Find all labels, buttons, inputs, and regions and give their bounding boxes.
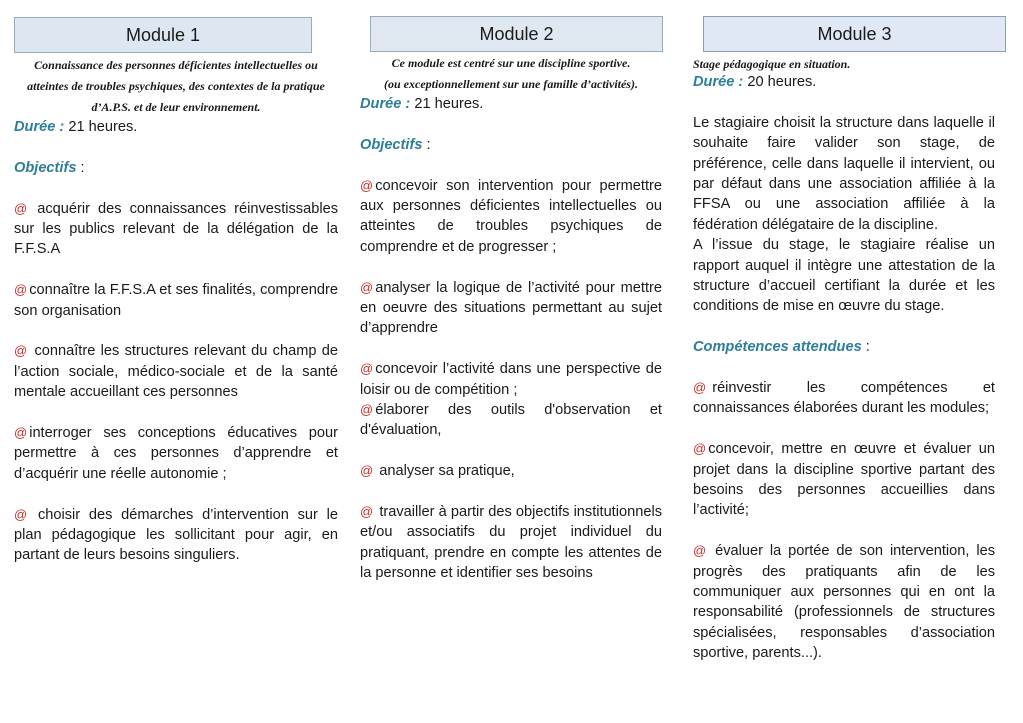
module1-column [14, 0, 338, 566]
bullet-icon: @ [360, 463, 374, 479]
list-item [693, 378, 995, 419]
module2-intro [360, 53, 662, 95]
list-item-text: concevoir son intervention pour permettre aux personnes déficientes intellectuelles ou atteintes de troubles psychiques de comprendre et de progresser ; [360, 177, 662, 255]
duree-label: Durée : [360, 96, 411, 112]
list-item [14, 280, 338, 321]
bullet-icon: @ [360, 279, 374, 295]
bullet-icon: @ [14, 343, 28, 359]
duree-value: 21 heures. [64, 119, 138, 135]
list-item [360, 461, 662, 481]
list-item-text: acquérir des connaissances réinvestissables sur les publics relevant de la délégation de la F.F.S.A [14, 200, 338, 258]
list-item [360, 176, 662, 258]
list-item [360, 359, 662, 400]
module2-intro-line2: (ou exceptionnellement sur une famille d’activités). [384, 77, 638, 91]
duree-label: Durée : [693, 74, 744, 90]
module1-title: Module 1 [14, 17, 312, 53]
objectifs-label: Objectifs [360, 136, 423, 153]
module2-column [360, 0, 662, 584]
list-item-text: analyser la logique de l’activité pour mettre en oeuvre des situations permettant au sujet d’apprendre [360, 279, 662, 337]
module2-title: Module 2 [370, 16, 663, 52]
bullet-icon: @ [360, 504, 374, 520]
bullet-icon: @ [14, 506, 28, 522]
bullet-icon: @ [360, 361, 374, 377]
list-item-text: concevoir l’activité dans une perspective de loisir ou de compétition ; [360, 361, 662, 398]
objectifs-label: Objectifs [14, 159, 77, 176]
bullet-icon: @ [14, 200, 28, 216]
bullet-icon: @ [360, 177, 374, 193]
list-item [693, 439, 995, 521]
list-item-text: évaluer la portée de son intervention, les progrès des pratiquants afin de les communiquer aux personnes qui en ont la responsabilité (professionnels de structures spécialisées, responsables d’association sportive, parents...). [693, 543, 995, 662]
list-item [14, 341, 338, 402]
module3-title: Module 3 [703, 16, 1006, 52]
duree-value: 21 heures. [410, 96, 484, 112]
bullet-icon: @ [360, 402, 374, 418]
competences-colon: : [861, 339, 870, 356]
list-item-text: connaître la F.F.S.A et ses finalités, comprendre son organisation [14, 282, 338, 319]
list-item-text: concevoir, mettre en œuvre et évaluer un projet dans la discipline sportive partant des besoins des personnes accueillies dans l’activité; [693, 441, 995, 519]
list-item-text: interroger ses conceptions éducatives pour permettre à ces personnes d’apprendre et d’acquérir une réelle autonomie ; [14, 425, 338, 482]
bullet-icon: @ [693, 441, 707, 457]
module3-body [693, 72, 995, 664]
module3-paragraph: Le stagiaire choisit la structure dans laquelle il souhaite faire valider son stage, de préférence, celle dans laquelle il intervient, ou par défaut dans une association affiliée à la FFSA ou une association affiliée à la fédération délégataire de la discipline. [693, 114, 995, 233]
list-item [360, 502, 662, 584]
list-item-text: élaborer des outils d'observation et d'évaluation, [360, 402, 662, 439]
module3-paragraph: A l’issue du stage, le stagiaire réalise un rapport auquel il intègre une attestation de la structure d’accueil certifiant la durée et les conditions de mise en œuvre du stage. [693, 237, 995, 315]
objectifs-colon: : [422, 136, 431, 153]
bullet-icon: @ [693, 380, 707, 396]
duree-value: 20 heures. [743, 74, 817, 90]
list-item-text: choisir des démarches d’intervention sur le plan pédagogique les sollicitant pour agir, en partant de leurs besoins singuliers. [14, 506, 338, 564]
module2-body [360, 94, 662, 584]
module1-body [14, 117, 338, 566]
module1-intro: Connaissance des personnes déficientes intellectuelles ou atteintes de troubles psychiques, des contextes de la pratique d’A.P.S. et de leur environnement. [27, 58, 325, 114]
list-item [14, 199, 338, 260]
module2-intro-line1: Ce module est centré sur une discipline sportive. [391, 56, 631, 70]
list-item-text: connaître les structures relevant du champ de l’action sociale, médico-sociale et de la santé mentale accueillant ces personnes [14, 343, 338, 401]
bullet-icon: @ [14, 425, 28, 441]
list-item-text: analyser sa pratique, [375, 463, 515, 480]
list-item [14, 505, 338, 566]
objectifs-colon: : [76, 159, 85, 176]
list-item [14, 423, 338, 484]
module3-intro: Stage pédagogique en situation. [693, 57, 851, 71]
list-item-text: réinvestir les compétences et connaissances élaborées durant les modules; [693, 380, 995, 417]
list-item [360, 400, 662, 441]
duree-label: Durée : [14, 119, 65, 135]
list-item [360, 278, 662, 339]
list-item [693, 541, 995, 663]
bullet-icon: @ [693, 543, 707, 559]
bullet-icon: @ [14, 282, 28, 298]
module3-column [693, 0, 995, 664]
list-item-text: travailler à partir des objectifs institutionnels et/ou associatifs du projet individuel du pratiquant, prendre en compte les attentes de la personne et identifier ses besoins [360, 504, 662, 582]
competences-label: Compétences attendues [693, 339, 862, 356]
